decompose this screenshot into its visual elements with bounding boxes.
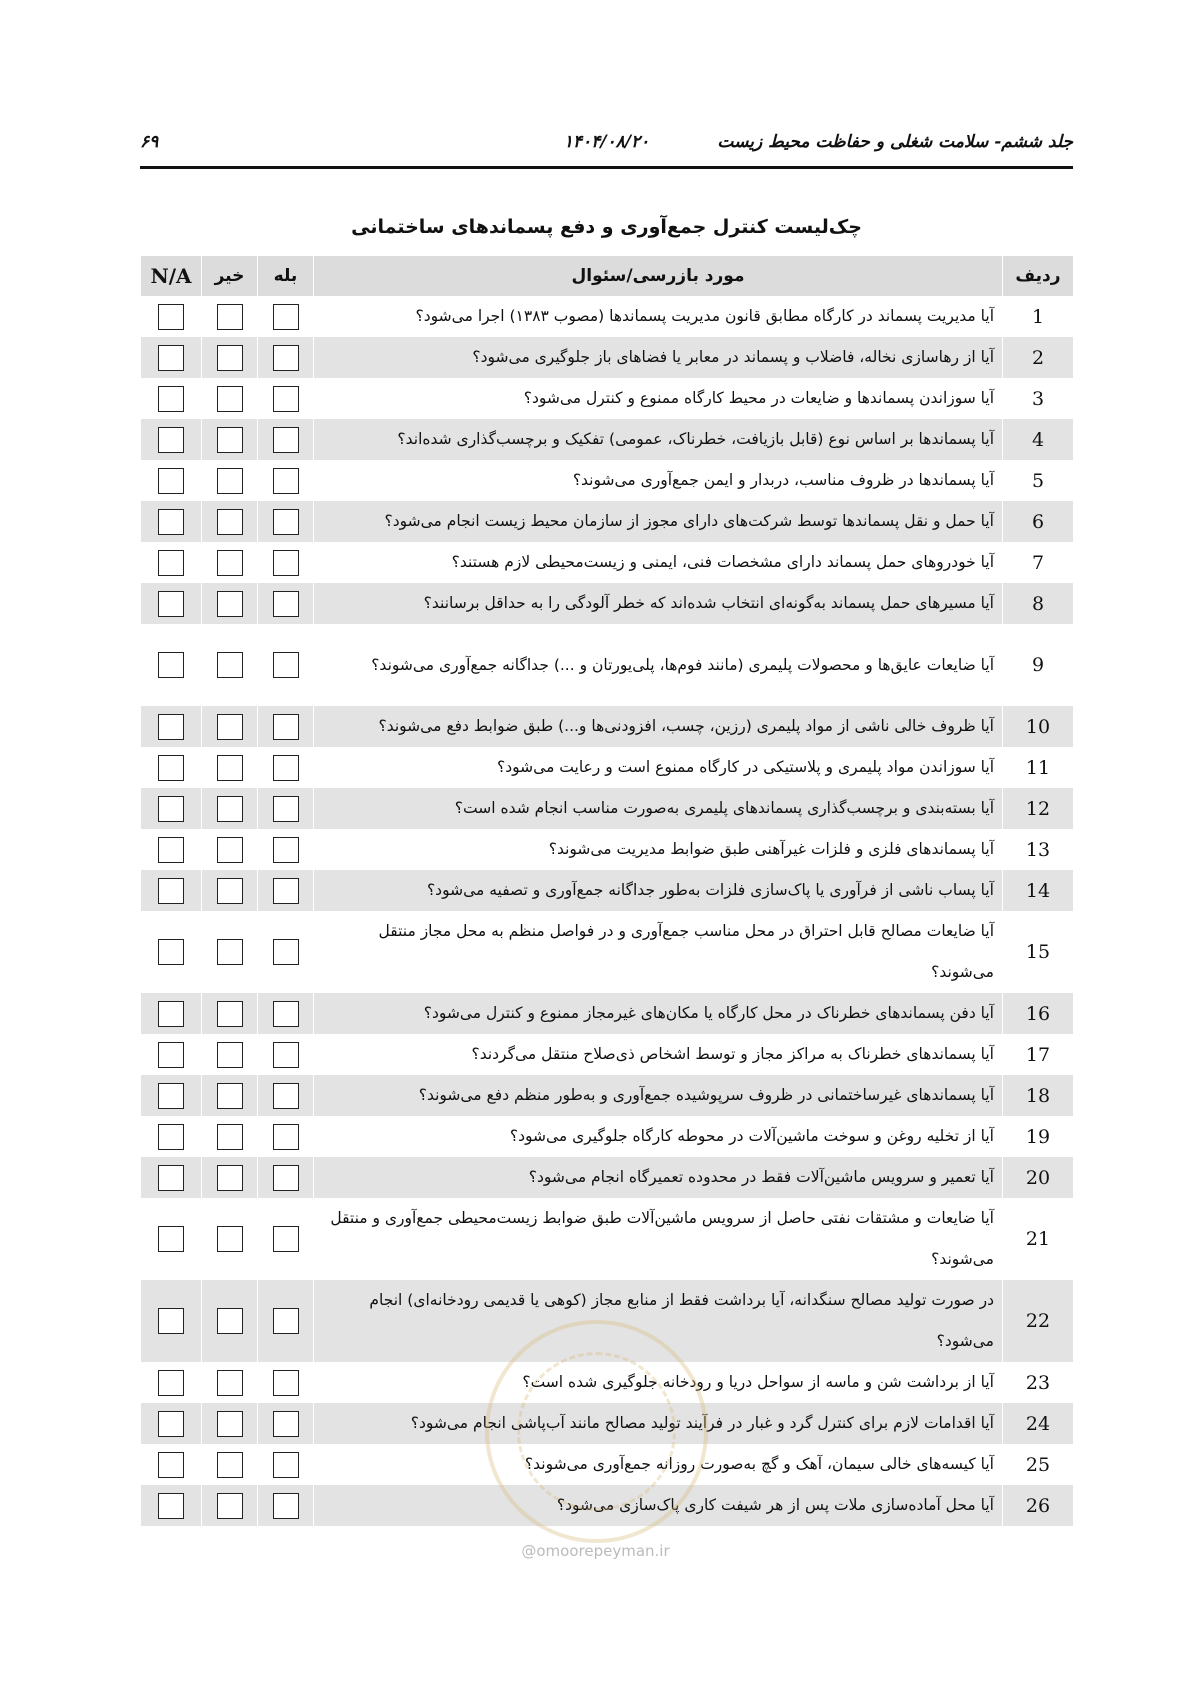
row-number: 4 [1003, 419, 1074, 460]
cell-na [141, 1157, 202, 1198]
table-row [141, 501, 1073, 542]
table-row [141, 460, 1073, 501]
cell-yes [258, 1034, 314, 1075]
cell-na [141, 378, 202, 419]
na-checkbox[interactable] [158, 1308, 184, 1334]
column-header-row-number: ردیف [1003, 256, 1074, 296]
na-checkbox[interactable] [158, 755, 184, 781]
cell-no [202, 296, 258, 337]
cell-yes [258, 1198, 314, 1280]
no-checkbox[interactable] [217, 755, 243, 781]
cell-no [202, 993, 258, 1034]
row-number: 6 [1003, 501, 1074, 542]
yes-checkbox[interactable] [273, 1411, 299, 1437]
cell-yes [258, 829, 314, 870]
cell-no [202, 1034, 258, 1075]
question-text: آیا اقدامات لازم برای کنترل گرد و غبار در فرآیند تولید مصالح مانند آب‌پاشی انجام می‌شود؟ [314, 1403, 1003, 1444]
question-text: آیا پسماندهای فلزی و فلزات غیرآهنی طبق ضوابط مدیریت می‌شوند؟ [314, 829, 1003, 870]
cell-na [141, 296, 202, 337]
na-checkbox[interactable] [158, 652, 184, 678]
column-header-na: N/A [150, 264, 192, 288]
cell-na [141, 829, 202, 870]
na-checkbox[interactable] [158, 1452, 184, 1478]
no-checkbox[interactable] [217, 1411, 243, 1437]
no-checkbox[interactable] [217, 652, 243, 678]
question-text: آیا بسته‌بندی و برچسب‌گذاری پسماندهای پلیمری به‌صورت مناسب انجام شده است؟ [314, 788, 1003, 829]
na-checkbox[interactable] [158, 591, 184, 617]
cell-yes [258, 993, 314, 1034]
yes-checkbox[interactable] [273, 1165, 299, 1191]
cell-no [202, 378, 258, 419]
cell-na [141, 1403, 202, 1444]
table-row [141, 1280, 1073, 1362]
no-checkbox[interactable] [217, 1083, 243, 1109]
question-text: آیا حمل و نقل پسماندها توسط شرکت‌های دارای مجوز از سازمان محیط زیست انجام می‌شود؟ [314, 501, 1003, 542]
cell-yes [258, 1280, 314, 1362]
table-row [141, 1075, 1073, 1116]
no-checkbox[interactable] [217, 1001, 243, 1027]
cell-no [202, 1444, 258, 1485]
book-title: جلد ششم- سلامت شغلی و حفاظت محیط زیست [717, 132, 1073, 152]
table-row [141, 1485, 1073, 1526]
cell-na [141, 1075, 202, 1116]
row-number: 19 [1003, 1116, 1074, 1157]
checklist-table [141, 256, 1073, 1526]
cell-na [141, 1034, 202, 1075]
no-checkbox[interactable] [217, 345, 243, 371]
cell-na [141, 460, 202, 501]
cell-yes [258, 1485, 314, 1526]
na-checkbox[interactable] [158, 386, 184, 412]
question-text: آیا مسیرهای حمل پسماند به‌گونه‌ای انتخاب شده‌اند که خطر آلودگی را به حداقل برسانند؟ [314, 583, 1003, 624]
yes-checkbox[interactable] [273, 1452, 299, 1478]
cell-yes [258, 788, 314, 829]
no-checkbox[interactable] [217, 796, 243, 822]
na-checkbox[interactable] [158, 837, 184, 863]
yes-checkbox[interactable] [273, 939, 299, 965]
question-text: در صورت تولید مصالح سنگدانه، آیا برداشت فقط از منابع مجاز (کوهی یا قدیمی رودخانه‌ای) انجام می‌شود؟ [314, 1280, 1003, 1362]
na-checkbox[interactable] [158, 878, 184, 904]
no-checkbox[interactable] [217, 591, 243, 617]
table-header-row [141, 256, 1073, 296]
yes-checkbox[interactable] [273, 1226, 299, 1252]
no-checkbox[interactable] [217, 304, 243, 330]
question-text: آیا پسماندهای خطرناک به مراکز مجاز و توسط اشخاص ذی‌صلاح منتقل می‌گردند؟ [314, 1034, 1003, 1075]
row-number: 26 [1003, 1485, 1074, 1526]
cell-no [202, 1280, 258, 1362]
cell-yes [258, 1157, 314, 1198]
yes-checkbox[interactable] [273, 755, 299, 781]
cell-no [202, 1157, 258, 1198]
cell-yes [258, 460, 314, 501]
na-checkbox[interactable] [158, 1124, 184, 1150]
table-row [141, 706, 1073, 747]
na-checkbox[interactable] [158, 427, 184, 453]
na-checkbox[interactable] [158, 714, 184, 740]
cell-na [141, 788, 202, 829]
na-checkbox[interactable] [158, 1411, 184, 1437]
cell-no [202, 1116, 258, 1157]
na-checkbox[interactable] [158, 1226, 184, 1252]
yes-checkbox[interactable] [273, 1001, 299, 1027]
yes-checkbox[interactable] [273, 591, 299, 617]
yes-checkbox[interactable] [273, 468, 299, 494]
row-number: 21 [1003, 1198, 1074, 1280]
table-row [141, 1157, 1073, 1198]
cell-no [202, 337, 258, 378]
no-checkbox[interactable] [217, 1124, 243, 1150]
question-text: آیا از تخلیه روغن و سوخت ماشین‌آلات در محوطه کارگاه جلوگیری می‌شود؟ [314, 1116, 1003, 1157]
cell-na [141, 870, 202, 911]
question-text: آیا از رهاسازی نخاله، فاضلاب و پسماند در معابر یا فضاهای باز جلوگیری می‌شود؟ [314, 337, 1003, 378]
cell-yes [258, 1116, 314, 1157]
question-text: آیا ضایعات و مشتقات نفتی حاصل از سرویس ماشین‌آلات طبق ضوابط زیست‌محیطی جمع‌آوری و منتقل می‌شوند؟ [314, 1198, 1003, 1280]
na-checkbox[interactable] [158, 1042, 184, 1068]
cell-na [141, 542, 202, 583]
row-number: 12 [1003, 788, 1074, 829]
cell-na [141, 706, 202, 747]
checklist-title: چک‌لیست کنترل جمع‌آوری و دفع پسماندهای ساختمانی [351, 216, 862, 238]
row-number: 11 [1003, 747, 1074, 788]
yes-checkbox[interactable] [273, 1370, 299, 1396]
row-number: 18 [1003, 1075, 1074, 1116]
question-text: آیا پسماندها در ظروف مناسب، دربدار و ایمن جمع‌آوری می‌شوند؟ [314, 460, 1003, 501]
table-row [141, 911, 1073, 993]
page-header [140, 126, 1073, 169]
column-header-no: خیر [202, 256, 258, 296]
cell-na [141, 419, 202, 460]
yes-checkbox[interactable] [273, 1308, 299, 1334]
yes-checkbox[interactable] [273, 1493, 299, 1519]
yes-checkbox[interactable] [273, 345, 299, 371]
table-row [141, 624, 1073, 706]
yes-checkbox[interactable] [273, 1083, 299, 1109]
row-number: 10 [1003, 706, 1074, 747]
row-number: 1 [1003, 296, 1074, 337]
row-number: 3 [1003, 378, 1074, 419]
question-text: آیا کیسه‌های خالی سیمان، آهک و گچ به‌صورت روزانه جمع‌آوری می‌شوند؟ [314, 1444, 1003, 1485]
table-row [141, 1362, 1073, 1403]
question-text: آیا پسماندهای غیرساختمانی در ظروف سرپوشیده جمع‌آوری و به‌طور منظم دفع می‌شوند؟ [314, 1075, 1003, 1116]
table-row [141, 1034, 1073, 1075]
cell-yes [258, 583, 314, 624]
cell-yes [258, 1362, 314, 1403]
yes-checkbox[interactable] [273, 509, 299, 535]
cell-yes [258, 378, 314, 419]
table-row [141, 1116, 1073, 1157]
cell-na [141, 1485, 202, 1526]
no-checkbox[interactable] [217, 714, 243, 740]
table-row [141, 419, 1073, 460]
header-date: ۱۴۰۴/۰۸/۲۰ [563, 132, 650, 152]
yes-checkbox[interactable] [273, 878, 299, 904]
question-text: آیا ضایعات عایق‌ها و محصولات پلیمری (مانند فوم‌ها، پلی‌یورتان و ...) جداگانه جمع‌آوری می‌شوند؟ [314, 624, 1003, 706]
row-number: 24 [1003, 1403, 1074, 1444]
cell-yes [258, 1444, 314, 1485]
na-checkbox[interactable] [158, 1001, 184, 1027]
na-checkbox[interactable] [158, 1083, 184, 1109]
yes-checkbox[interactable] [273, 652, 299, 678]
row-number: 8 [1003, 583, 1074, 624]
cell-na [141, 1362, 202, 1403]
row-number: 13 [1003, 829, 1074, 870]
cell-yes [258, 747, 314, 788]
no-checkbox[interactable] [217, 878, 243, 904]
yes-checkbox[interactable] [273, 837, 299, 863]
cell-yes [258, 542, 314, 583]
no-checkbox[interactable] [217, 468, 243, 494]
question-text: آیا دفن پسماندهای خطرناک در محل کارگاه یا مکان‌های غیرمجاز ممنوع و کنترل می‌شود؟ [314, 993, 1003, 1034]
cell-yes [258, 706, 314, 747]
table-row [141, 1444, 1073, 1485]
na-checkbox[interactable] [158, 939, 184, 965]
row-number: 20 [1003, 1157, 1074, 1198]
na-checkbox[interactable] [158, 1370, 184, 1396]
column-header-yes: بله [258, 256, 314, 296]
table-row [141, 747, 1073, 788]
cell-no [202, 501, 258, 542]
page-number: ۶۹ [140, 132, 159, 152]
na-checkbox[interactable] [158, 1165, 184, 1191]
checklist-rows [141, 296, 1073, 1526]
row-number: 15 [1003, 911, 1074, 993]
cell-na [141, 1198, 202, 1280]
no-checkbox[interactable] [217, 837, 243, 863]
na-checkbox[interactable] [158, 509, 184, 535]
table-row [141, 870, 1073, 911]
cell-no [202, 911, 258, 993]
cell-no [202, 1403, 258, 1444]
footer-watermark: @omoorepeyman.ir [521, 1542, 670, 1560]
question-text: آیا ضایعات مصالح قابل احتراق در محل مناسب جمع‌آوری و در فواصل منظم به محل مجاز منتقل می‌شوند؟ [314, 911, 1003, 993]
table-row [141, 788, 1073, 829]
table-row [141, 337, 1073, 378]
row-number: 17 [1003, 1034, 1074, 1075]
yes-checkbox[interactable] [273, 796, 299, 822]
question-text: آیا ظروف خالی ناشی از مواد پلیمری (رزین، چسب، افزودنی‌ها و...) طبق ضوابط دفع می‌شوند؟ [314, 706, 1003, 747]
na-checkbox[interactable] [158, 550, 184, 576]
cell-na [141, 337, 202, 378]
cell-na [141, 1444, 202, 1485]
row-number: 14 [1003, 870, 1074, 911]
cell-na [141, 911, 202, 993]
no-checkbox[interactable] [217, 1493, 243, 1519]
cell-no [202, 624, 258, 706]
row-number: 5 [1003, 460, 1074, 501]
question-text: آیا از برداشت شن و ماسه از سواحل دریا و رودخانه جلوگیری شده است؟ [314, 1362, 1003, 1403]
no-checkbox[interactable] [217, 509, 243, 535]
cell-no [202, 1198, 258, 1280]
cell-na [141, 624, 202, 706]
cell-yes [258, 419, 314, 460]
question-text: آیا پساب ناشی از فرآوری یا پاک‌سازی فلزات به‌طور جداگانه جمع‌آوری و تصفیه می‌شود؟ [314, 870, 1003, 911]
cell-yes [258, 296, 314, 337]
no-checkbox[interactable] [217, 427, 243, 453]
cell-no [202, 1485, 258, 1526]
cell-no [202, 870, 258, 911]
yes-checkbox[interactable] [273, 1124, 299, 1150]
row-number: 16 [1003, 993, 1074, 1034]
cell-yes [258, 624, 314, 706]
no-checkbox[interactable] [217, 386, 243, 412]
row-number: 25 [1003, 1444, 1074, 1485]
yes-checkbox[interactable] [273, 1042, 299, 1068]
table-row [141, 829, 1073, 870]
cell-yes [258, 911, 314, 993]
no-checkbox[interactable] [217, 1165, 243, 1191]
question-text: آیا مدیریت پسماند در کارگاه مطابق قانون مدیریت پسماندها (مصوب ۱۳۸۳) اجرا می‌شود؟ [314, 296, 1003, 337]
table-row [141, 542, 1073, 583]
na-checkbox[interactable] [158, 1493, 184, 1519]
cell-no [202, 747, 258, 788]
cell-no [202, 460, 258, 501]
cell-no [202, 1075, 258, 1116]
question-text: آیا سوزاندن مواد پلیمری و پلاستیکی در کارگاه ممنوع است و رعایت می‌شود؟ [314, 747, 1003, 788]
na-checkbox[interactable] [158, 304, 184, 330]
cell-na [141, 583, 202, 624]
table-row [141, 1403, 1073, 1444]
na-checkbox[interactable] [158, 468, 184, 494]
cell-yes [258, 870, 314, 911]
table-row [141, 993, 1073, 1034]
question-text: آیا خودروهای حمل پسماند دارای مشخصات فنی، ایمنی و زیست‌محیطی لازم هستند؟ [314, 542, 1003, 583]
cell-na [141, 501, 202, 542]
row-number: 9 [1003, 624, 1074, 706]
cell-yes [258, 337, 314, 378]
row-number: 23 [1003, 1362, 1074, 1403]
cell-no [202, 706, 258, 747]
cell-no [202, 419, 258, 460]
yes-checkbox[interactable] [273, 714, 299, 740]
row-number: 7 [1003, 542, 1074, 583]
yes-checkbox[interactable] [273, 386, 299, 412]
table-row [141, 1198, 1073, 1280]
cell-no [202, 583, 258, 624]
yes-checkbox[interactable] [273, 550, 299, 576]
cell-no [202, 788, 258, 829]
question-text: آیا تعمیر و سرویس ماشین‌آلات فقط در محدوده تعمیرگاه انجام می‌شود؟ [314, 1157, 1003, 1198]
cell-no [202, 542, 258, 583]
column-header-question: مورد بازرسی/سئوال [314, 256, 1003, 296]
na-checkbox[interactable] [158, 796, 184, 822]
cell-yes [258, 1403, 314, 1444]
no-checkbox[interactable] [217, 1226, 243, 1252]
yes-checkbox[interactable] [273, 427, 299, 453]
no-checkbox[interactable] [217, 1452, 243, 1478]
row-number: 22 [1003, 1280, 1074, 1362]
cell-yes [258, 501, 314, 542]
cell-yes [258, 1075, 314, 1116]
table-row [141, 583, 1073, 624]
na-checkbox[interactable] [158, 345, 184, 371]
cell-na [141, 1116, 202, 1157]
question-text: آیا پسماندها بر اساس نوع (قابل بازیافت، خطرناک، عمومی) تفکیک و برچسب‌گذاری شده‌اند؟ [314, 419, 1003, 460]
cell-na [141, 747, 202, 788]
question-text: آیا سوزاندن پسماندها و ضایعات در محیط کارگاه ممنوع و کنترل می‌شود؟ [314, 378, 1003, 419]
no-checkbox[interactable] [217, 1308, 243, 1334]
cell-na [141, 993, 202, 1034]
no-checkbox[interactable] [217, 550, 243, 576]
table-row [141, 296, 1073, 337]
question-text: آیا محل آماده‌سازی ملات پس از هر شیفت کاری پاک‌سازی می‌شود؟ [314, 1485, 1003, 1526]
cell-no [202, 829, 258, 870]
cell-na [141, 1280, 202, 1362]
no-checkbox[interactable] [217, 939, 243, 965]
cell-no [202, 1362, 258, 1403]
row-number: 2 [1003, 337, 1074, 378]
yes-checkbox[interactable] [273, 304, 299, 330]
no-checkbox[interactable] [217, 1370, 243, 1396]
table-row [141, 378, 1073, 419]
no-checkbox[interactable] [217, 1042, 243, 1068]
